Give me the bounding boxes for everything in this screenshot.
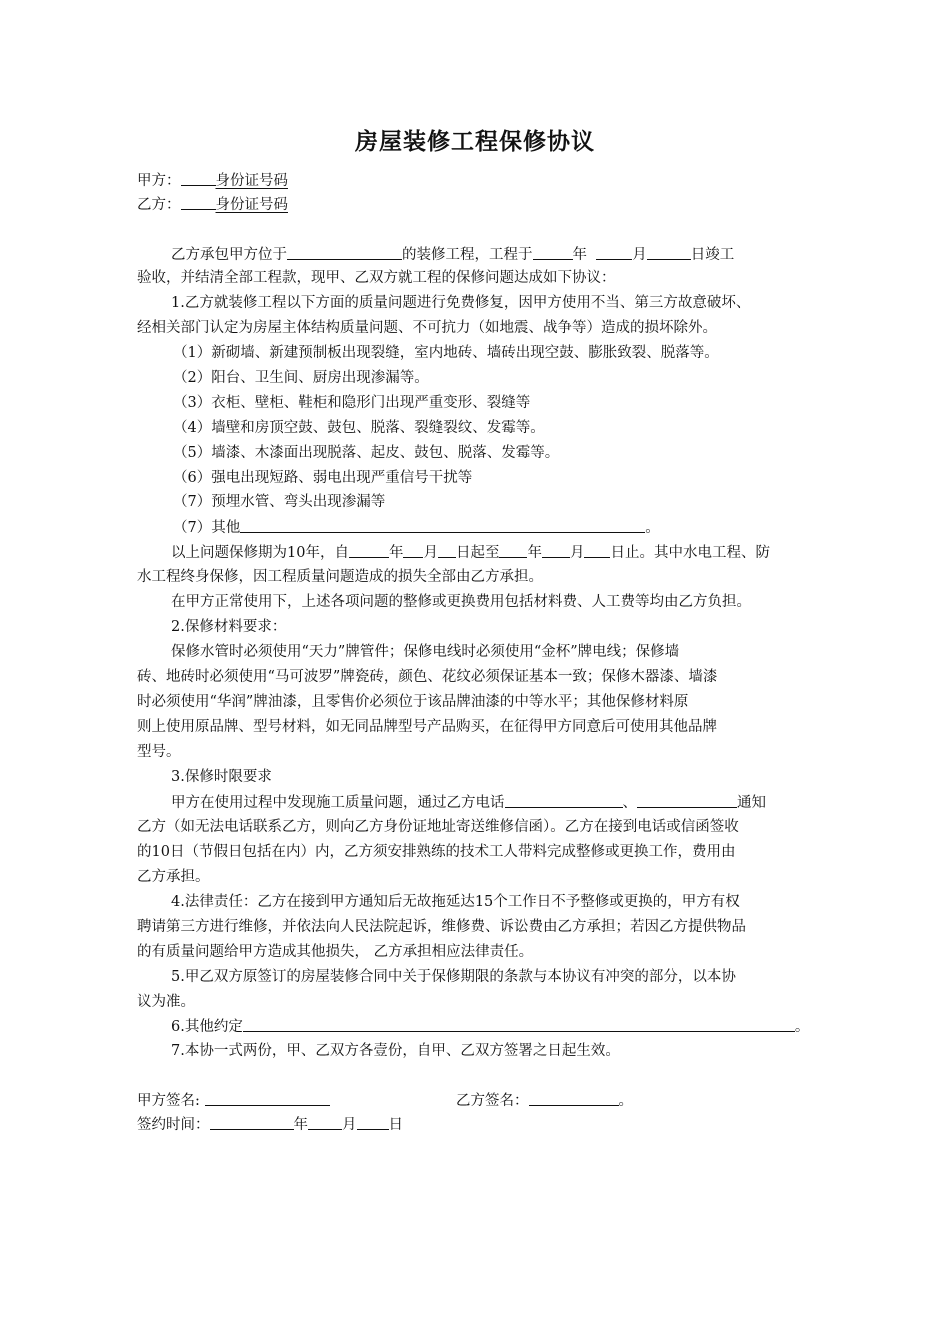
section6-line: [171, 1016, 817, 1037]
warranty-period-line: [171, 542, 817, 563]
signing-date-text: 日: [388, 1117, 403, 1133]
section5-line: 5.甲乙双方原签订的房屋装修合同中关于保修期限的条款与本协议有冲突的部分，以本协: [171, 969, 736, 985]
intro-text: 月: [632, 247, 647, 263]
other-label: （7）其他: [173, 520, 241, 536]
section3-line: 乙方（如无法电话联系乙方，则向乙方身份证地址寄送维修信函）。乙方在接到电话或信函签收: [137, 819, 739, 835]
phone-blank-2: [637, 792, 737, 808]
month-blank: [596, 244, 632, 260]
section4-line: 4.法律责任：乙方在接到甲方通知后无故拖延达15个工作日不予整修或更换的，甲方有权: [171, 894, 740, 910]
end-day-blank: [584, 542, 610, 558]
signing-date-text: 年: [293, 1117, 308, 1133]
list-item: （5）墙漆、木漆面出现脱落、起皮、鼓包、脱落、发霉等。: [173, 445, 560, 461]
phone-blank-1: [505, 792, 623, 808]
start-day-blank: [438, 542, 456, 558]
end-month-blank: [542, 542, 570, 558]
section2-heading: 2.保修材料要求：: [171, 619, 287, 635]
sign-day-blank: [357, 1114, 389, 1130]
party-a-signature-blank: [205, 1090, 330, 1106]
section3-line: 的10日（节假日包括在内）内，乙方须安排熟练的技术工人带料完成整修或更换工作，费用由: [137, 844, 736, 860]
signing-date-line: [137, 1114, 817, 1135]
party-b-signature-label: 乙方签名：: [456, 1093, 529, 1109]
section3-heading: 3.保修时限要求: [171, 769, 272, 785]
document-title: 房屋装修工程保修协议: [355, 129, 595, 155]
year-blank: [533, 244, 573, 260]
section3-line-1: [171, 792, 817, 813]
party-b-line: [137, 194, 817, 215]
list-item: （4）墙壁和房顶空鼓、鼓包、脱落、裂缝裂纹、发霉等。: [173, 420, 545, 436]
other-blank: [240, 517, 645, 533]
other-agreement-blank: [243, 1016, 795, 1032]
section1-line-2: 经相关部门认定为房屋主体结构质量问题、不可抗力（如地震、战争等）造成的损坏除外。: [137, 320, 717, 336]
section4-line: 的有质量问题给甲方造成其他损失， 乙方承担相应法律责任。: [137, 944, 534, 960]
warranty-period-line-2: 水工程终身保修，因工程质量问题造成的损失全部由乙方承担。: [137, 569, 543, 585]
list-item: （2）阳台、卫生间、厨房出现渗漏等。: [173, 370, 429, 386]
signing-date-text: 月: [342, 1117, 357, 1133]
section1-line-1: 1.乙方就装修工程以下方面的质量问题进行免费修复，因甲方使用不当、第三方故意破坏、: [171, 295, 751, 311]
period-text: 月: [423, 545, 438, 561]
list-item: （1）新砌墙、新建预制板出现裂缝，室内地砖、墙砖出现空鼓、膨胀致裂、脱落等。: [173, 345, 719, 361]
other-item-line: [173, 517, 853, 538]
start-month-blank: [403, 542, 423, 558]
period-text: 以上问题保修期为10年，自: [171, 545, 349, 561]
list-item: （7）预埋水管、弯头出现渗漏等: [173, 494, 386, 510]
section7-line: 7.本协一式两份，甲、乙双方各壹份，自甲、乙双方签署之日起生效。: [171, 1043, 620, 1059]
party-b-name-blank: [181, 194, 216, 210]
start-year-blank: [349, 542, 389, 558]
section3-text: 通知: [737, 795, 766, 811]
period-text: 月: [569, 545, 585, 561]
section2-line: 则上使用原品牌、型号材料，如无同品牌型号产品购买，在征得甲方同意后可使用其他品牌: [137, 719, 717, 735]
other-end: 。: [645, 520, 660, 536]
party-b-label: 乙方：: [137, 197, 181, 213]
party-a-name-blank: [181, 170, 216, 186]
party-a-line: [137, 170, 817, 191]
day-blank: [647, 244, 691, 260]
intro-text: 乙方承包甲方位于: [171, 247, 287, 263]
section3-text: 甲方在使用过程中发现施工质量问题，通过乙方电话: [171, 795, 505, 811]
party-b-signature-blank: [529, 1090, 619, 1106]
period-text: 年: [527, 545, 542, 561]
sign-month-blank: [308, 1114, 342, 1130]
section5-line: 议为准。: [137, 994, 195, 1010]
party-a-id-hint: 身份证号码: [215, 173, 288, 189]
section2-line: 型号。: [137, 744, 181, 760]
section3-sep: 、: [622, 795, 637, 811]
section6-end: 。: [794, 1019, 810, 1035]
end-year-blank: [499, 542, 527, 558]
party-a-label: 甲方：: [137, 173, 181, 189]
section4-line: 聘请第三方进行维修，并依法向人民法院起诉，维修费、诉讼费由乙方承担；若因乙方提供物品: [137, 919, 746, 935]
section3-line: 乙方承担。: [137, 869, 210, 885]
intro-text: 年: [572, 247, 587, 263]
intro-text: 的装修工程，工程于: [402, 247, 533, 263]
intro-text: 日竣工: [690, 247, 735, 263]
cost-line: 在甲方正常使用下，上述各项问题的整修或更换费用包括材料费、人工费等均由乙方负担。: [171, 594, 751, 610]
party-b-signature-line: [456, 1090, 756, 1111]
period-text: 年: [388, 545, 404, 561]
period-text: 日起至: [455, 545, 500, 561]
intro-line-2: 验收，并结清全部工程款，现甲、乙双方就工程的保修问题达成如下协议：: [137, 270, 616, 286]
list-item: （6）强电出现短路、弱电出现严重信号干扰等: [173, 470, 473, 486]
party-a-signature-label: 甲方签名:: [137, 1093, 200, 1109]
party-b-id-hint: 身份证号码: [215, 197, 288, 213]
list-item: （3）衣柜、壁柜、鞋柜和隐形门出现严重变形、裂缝等: [173, 395, 531, 411]
period-text: 日止。其中水电工程、防: [610, 545, 770, 561]
section6-label: 6.其他约定: [171, 1019, 243, 1035]
intro-line-1: [171, 244, 817, 265]
section2-line: 砖、地砖时必须使用“马可波罗”牌瓷砖，颜色、花纹必须保证基本一致；保修木器漆、墙漆: [137, 669, 718, 685]
signing-date-label: 签约时间：: [137, 1117, 210, 1133]
section2-line: 保修水管时必须使用“天力”牌管件；保修电线时必须使用“金杯”牌电线；保修墙: [171, 644, 680, 660]
party-b-signature-end: 。: [618, 1093, 633, 1109]
location-blank: [287, 244, 402, 260]
sign-year-blank: [210, 1114, 294, 1130]
section2-line: 时必须使用“华润”牌油漆，且零售价必须位于该品牌油漆的中等水平；其他保修材料原: [137, 694, 689, 710]
